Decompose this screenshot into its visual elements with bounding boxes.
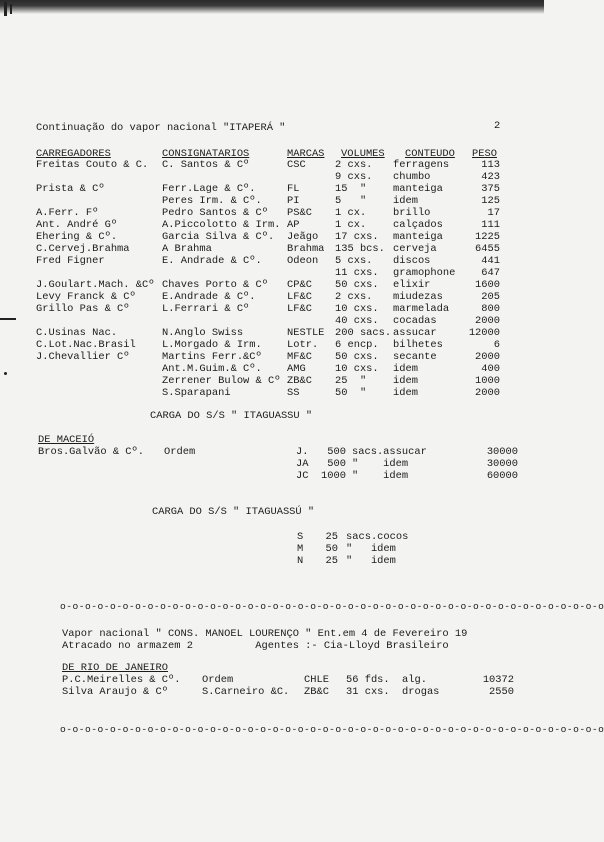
cargo1-mark: JA <box>296 458 309 470</box>
row-weight: 2550 <box>489 686 514 698</box>
cargo1-shipper: Bros.Galvão & Cº. <box>38 446 145 458</box>
row-weight: 17 <box>487 207 500 219</box>
row-mark: LF&C <box>287 291 312 303</box>
row-consignee: N.Anglo Swiss <box>162 327 244 339</box>
row-volumes: 1 cx. <box>335 219 367 231</box>
cargo1-desc: sacs.assucar <box>352 446 427 458</box>
cargo1-qty: 500 <box>327 446 346 458</box>
row-contents: calçados <box>393 219 443 231</box>
row-weight: 6455 <box>475 243 500 255</box>
row-volumes: 5 cxs. <box>335 255 373 267</box>
row-contents: miudezas <box>393 291 443 303</box>
row-contents: idem <box>393 363 418 375</box>
row-contents: discos <box>393 255 431 267</box>
row-contents: assucar <box>393 327 437 339</box>
header-marks: MARCAS <box>287 148 325 160</box>
row-contents: drogas <box>402 686 440 698</box>
row-mark: AMG <box>287 363 306 375</box>
row-mark: Brahma <box>287 243 325 255</box>
row-weight: 375 <box>481 183 500 195</box>
row-volumes: 5 " <box>335 195 367 207</box>
row-shipper: C.Lot.Nac.Brasil <box>36 339 136 351</box>
cargo2-desc: " idem <box>346 543 396 555</box>
row-volumes: 6 encp. <box>335 339 379 351</box>
row-weight: 423 <box>481 171 500 183</box>
row-consignee: Ferr.Lage & Cº. <box>162 183 256 195</box>
row-weight: 205 <box>481 291 500 303</box>
row-volumes: 135 bcs. <box>335 243 385 255</box>
row-volumes: 31 cxs. <box>346 686 390 698</box>
cargo1-weight: 30000 <box>486 458 518 470</box>
row-shipper: J.Chevallier Cº <box>36 351 130 363</box>
row-shipper: Freitas Couto & C. <box>36 159 149 171</box>
row-volumes: 50 cxs. <box>335 279 379 291</box>
row-weight: 1600 <box>475 279 500 291</box>
row-weight: 6 <box>493 339 500 351</box>
cargo1-qty: 500 <box>327 458 346 470</box>
row-volumes: 15 " <box>335 183 367 195</box>
row-contents: idem <box>393 387 418 399</box>
row-shipper: Prista & Cº <box>36 183 105 195</box>
row-consignee: C. Santos & Cº <box>162 159 250 171</box>
cargo2-qty: 25 <box>325 531 338 543</box>
row-consignee: Ant.M.Guim.& Cº. <box>162 363 262 375</box>
rio-origin: DE RIO DE JANEIRO <box>62 662 169 674</box>
row-shipper: Silva Araujo & Cº <box>62 686 169 698</box>
cargo1-qty: 1000 <box>321 470 346 482</box>
separator-line: o-o-o-o-o-o-o-o-o-o-o-o-o-o-o-o-o-o-o-o-o-o-o-o-o-o-o-o-o-o-o-o-o-o-o-o-o-o-o-o-o-o-o-o <box>60 724 604 735</box>
row-contents: idem <box>393 375 418 387</box>
row-volumes: 10 cxs. <box>335 363 379 375</box>
row-shipper: J.Goulart.Mach. &Cº <box>36 279 155 291</box>
row-weight: 1000 <box>475 375 500 387</box>
row-consignee: E.Andrade & Cº. <box>162 291 256 303</box>
row-volumes: 1 cx. <box>335 207 367 219</box>
row-consignee: A.Piccolotto & Irm. <box>162 219 281 231</box>
cargo1-title: CARGA DO S/S " ITAGUASSU " <box>150 410 313 422</box>
cargo1-mark: JC <box>296 470 309 482</box>
row-mark: PI <box>287 195 300 207</box>
cargo2-qty: 50 <box>325 543 338 555</box>
row-mark: NESTLE <box>287 327 325 339</box>
row-weight: 800 <box>481 303 500 315</box>
row-consignee: Chaves Porto & Cº <box>162 279 269 291</box>
row-consignee: Ordem <box>202 674 234 686</box>
row-consignee: Zerrener Bulow & Cº <box>162 375 281 387</box>
separator-line: o-o-o-o-o-o-o-o-o-o-o-o-o-o-o-o-o-o-o-o-o-o-o-o-o-o-o-o-o-o-o-o-o-o-o-o-o-o-o-o-o-o-o-o <box>60 601 604 612</box>
row-mark: SS <box>287 387 300 399</box>
cargo2-qty: 25 <box>325 555 338 567</box>
row-weight: 400 <box>481 363 500 375</box>
row-shipper: Ant. André Gº <box>36 219 118 231</box>
row-weight: 647 <box>481 267 500 279</box>
row-consignee: S.Sparapani <box>162 387 231 399</box>
scan-mark <box>4 372 7 375</box>
cargo2-title: CARGA DO S/S " ITAGUASSÚ " <box>152 506 315 518</box>
row-mark: MF&C <box>287 351 312 363</box>
row-contents: bilhetes <box>393 339 443 351</box>
row-shipper: Levy Franck & Cº <box>36 291 136 303</box>
row-weight: 2000 <box>475 315 500 327</box>
row-mark: Jeãgo <box>287 231 319 243</box>
row-shipper: C.Usinas Nac. <box>36 327 118 339</box>
header-contents: CONTEUDO <box>405 148 455 160</box>
scan-mark <box>4 2 7 16</box>
row-volumes: 25 " <box>335 375 367 387</box>
row-mark: Lotr. <box>287 339 319 351</box>
row-consignee: Garcia Silva & Cº. <box>162 231 275 243</box>
row-volumes: 11 cxs. <box>335 267 379 279</box>
cargo1-desc: " idem <box>352 458 409 470</box>
header-volumes: VOLUMES <box>341 148 385 160</box>
cargo2-desc: sacs.cocos <box>346 531 409 543</box>
page-number: 2 <box>494 120 501 132</box>
row-contents: chumbo <box>393 171 431 183</box>
row-mark: CHLE <box>304 674 329 686</box>
row-consignee: Pedro Santos & Cº <box>162 207 269 219</box>
cargo1-origin: DE MACEIÓ <box>38 434 95 446</box>
row-weight: 2000 <box>475 387 500 399</box>
row-shipper: C.Cervej.Brahma <box>36 243 130 255</box>
row-weight: 2000 <box>475 351 500 363</box>
scan-mark <box>0 318 16 320</box>
continuation-title: Continuação do vapor nacional "ITAPERÁ " <box>36 122 286 134</box>
row-consignee: S.Carneiro &C. <box>202 686 290 698</box>
scan-top-edge <box>0 0 544 14</box>
row-volumes: 50 cxs. <box>335 351 379 363</box>
row-contents: manteiga <box>393 231 443 243</box>
cargo1-weight: 60000 <box>486 470 518 482</box>
cargo1-weight: 30000 <box>486 446 518 458</box>
row-contents: idem <box>393 195 418 207</box>
row-mark: FL <box>287 183 300 195</box>
row-weight: 441 <box>481 255 500 267</box>
row-weight: 1225 <box>475 231 500 243</box>
row-volumes: 2 cxs. <box>335 159 373 171</box>
row-volumes: 2 cxs. <box>335 291 373 303</box>
row-consignee: Peres Irm. & Cº. <box>162 195 262 207</box>
row-mark: PS&C <box>287 207 312 219</box>
header-shippers: CARREGADORES <box>36 148 111 160</box>
row-consignee: Martins Ferr.&Cº <box>162 351 262 363</box>
row-shipper: Fred Figner <box>36 255 105 267</box>
row-shipper: Ehering & Cº. <box>36 231 118 243</box>
row-contents: brillo <box>393 207 431 219</box>
row-contents: gramophone <box>393 267 456 279</box>
row-contents: cerveja <box>393 243 437 255</box>
scan-mark <box>10 4 12 14</box>
row-consignee: L.Ferrari & Cº <box>162 303 250 315</box>
row-volumes: 10 cxs. <box>335 303 379 315</box>
row-volumes: 17 cxs. <box>335 231 379 243</box>
vessel-line-1: Vapor nacional " CONS. MANOEL LOURENÇO " Ent.em 4 de Fevereiro 19 <box>62 628 468 640</box>
row-weight: 12000 <box>468 327 500 339</box>
row-volumes: 200 sacs. <box>335 327 392 339</box>
cargo2-mark: S <box>297 531 304 543</box>
row-consignee: L.Morgado & Irm. <box>162 339 262 351</box>
row-volumes: 40 cxs. <box>335 315 379 327</box>
cargo1-desc: " idem <box>352 470 409 482</box>
row-weight: 113 <box>481 159 500 171</box>
row-mark: CSC <box>287 159 306 171</box>
row-weight: 111 <box>481 219 500 231</box>
row-volumes: 56 fds. <box>346 674 390 686</box>
row-contents: manteiga <box>393 183 443 195</box>
row-shipper: P.C.Meirelles & Cº. <box>62 674 181 686</box>
header-weight: PESO <box>472 148 497 160</box>
row-weight: 10372 <box>482 674 514 686</box>
row-mark: CP&C <box>287 279 312 291</box>
row-contents: alg. <box>402 674 427 686</box>
row-volumes: 9 cxs. <box>335 171 373 183</box>
row-contents: elixir <box>393 279 431 291</box>
row-contents: marmelada <box>393 303 450 315</box>
cargo1-consignee: Ordem <box>164 446 196 458</box>
row-mark: Odeon <box>287 255 319 267</box>
row-mark: ZB&C <box>304 686 329 698</box>
row-consignee: A Brahma <box>162 243 212 255</box>
row-mark: ZB&C <box>287 375 312 387</box>
row-volumes: 50 " <box>335 387 367 399</box>
cargo2-desc: " idem <box>346 555 396 567</box>
cargo2-mark: M <box>297 543 304 555</box>
row-contents: secante <box>393 351 437 363</box>
vessel-line-2: Atracado no armazem 2 Agentes :- Cia-Lloyd Brasileiro <box>62 640 449 652</box>
row-mark: LF&C <box>287 303 312 315</box>
row-weight: 125 <box>481 195 500 207</box>
row-mark: AP <box>287 219 300 231</box>
row-shipper: Grillo Pas & Cº <box>36 303 130 315</box>
header-consignees: CONSIGNATARIOS <box>162 148 250 160</box>
row-contents: ferragens <box>393 159 450 171</box>
row-consignee: E. Andrade & Cº. <box>162 255 262 267</box>
cargo2-mark: N <box>297 555 304 567</box>
row-contents: cocadas <box>393 315 437 327</box>
row-shipper: A.Ferr. Fº <box>36 207 99 219</box>
cargo1-mark: J. <box>296 446 309 458</box>
